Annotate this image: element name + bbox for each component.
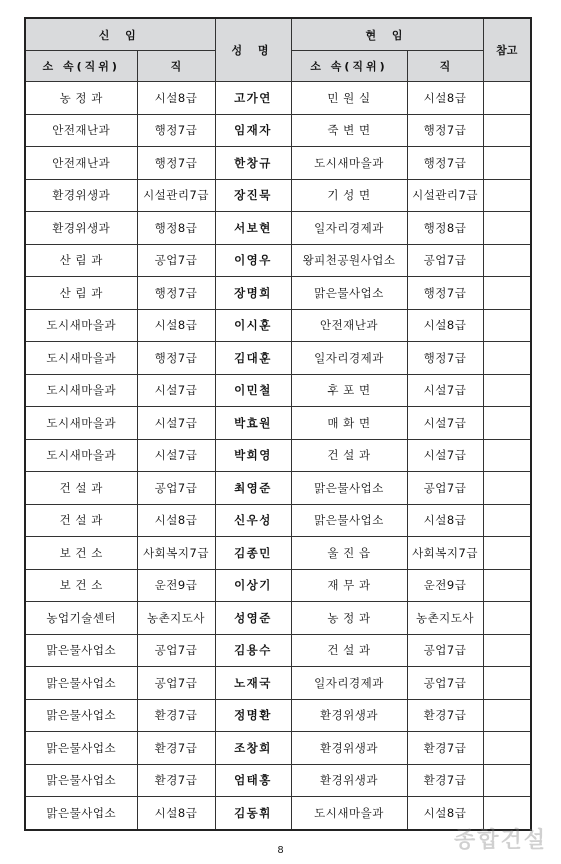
table-row: [25, 764, 531, 797]
person-name-cell: 이시훈: [215, 309, 291, 342]
roster-body: [25, 82, 531, 830]
new-dept-cell: 도시새마을과: [25, 439, 137, 472]
current-dept-cell: 건 설 과: [291, 439, 407, 472]
current-dept-cell: 안전재난과: [291, 309, 407, 342]
current-dept-cell: 민 원 실: [291, 82, 407, 115]
current-grade-cell: 시설8급: [407, 504, 483, 537]
note-cell: [483, 244, 531, 277]
table-row: [25, 667, 531, 700]
current-grade-cell: 시설7급: [407, 407, 483, 440]
note-cell: [483, 764, 531, 797]
note-cell: [483, 472, 531, 505]
new-grade-header: 직: [137, 51, 215, 82]
person-name-cell: 김대훈: [215, 342, 291, 375]
new-dept-cell: 환경위생과: [25, 179, 137, 212]
new-dept-cell: 맑은물사업소: [25, 732, 137, 765]
new-dept-cell: 산 림 과: [25, 277, 137, 310]
current-grade-cell: 행정7급: [407, 114, 483, 147]
new-dept-cell: 안전재난과: [25, 114, 137, 147]
current-dept-cell: 농 정 과: [291, 602, 407, 635]
new-dept-cell: 맑은물사업소: [25, 797, 137, 830]
new-dept-cell: 환경위생과: [25, 212, 137, 245]
table-row: [25, 179, 531, 212]
table-row: [25, 212, 531, 245]
table-row: [25, 309, 531, 342]
current-dept-cell: 왕피천공원사업소: [291, 244, 407, 277]
new-grade-cell: 공업7급: [137, 244, 215, 277]
new-grade-cell: 운전9급: [137, 569, 215, 602]
table-row: [25, 407, 531, 440]
current-grade-cell: 사회복지7급: [407, 537, 483, 570]
note-cell: [483, 82, 531, 115]
current-grade-cell: 시설8급: [407, 309, 483, 342]
person-name-cell: 신우성: [215, 504, 291, 537]
note-cell: [483, 309, 531, 342]
current-grade-cell: 운전9급: [407, 569, 483, 602]
current-dept-cell: 맑은물사업소: [291, 504, 407, 537]
new-dept-cell: 맑은물사업소: [25, 667, 137, 700]
current-dept-cell: 환경위생과: [291, 699, 407, 732]
person-name-cell: 박희영: [215, 439, 291, 472]
note-cell: [483, 569, 531, 602]
current-grade-cell: 행정7급: [407, 277, 483, 310]
current-dept-cell: 죽 변 면: [291, 114, 407, 147]
new-grade-cell: 행정7급: [137, 277, 215, 310]
new-dept-cell: 맑은물사업소: [25, 634, 137, 667]
new-dept-header: 소 속(직위): [25, 51, 137, 82]
table-row: [25, 504, 531, 537]
note-cell: [483, 504, 531, 537]
current-dept-cell: 매 화 면: [291, 407, 407, 440]
note-cell: [483, 537, 531, 570]
new-grade-cell: 공업7급: [137, 667, 215, 700]
person-name-cell: 임재자: [215, 114, 291, 147]
current-grade-cell: 공업7급: [407, 244, 483, 277]
new-dept-cell: 도시새마을과: [25, 407, 137, 440]
new-grade-cell: 행정7급: [137, 114, 215, 147]
person-name-cell: 이상기: [215, 569, 291, 602]
person-name-cell: 이민철: [215, 374, 291, 407]
new-grade-cell: 환경7급: [137, 699, 215, 732]
new-grade-cell: 행정7급: [137, 342, 215, 375]
current-grade-cell: 시설7급: [407, 374, 483, 407]
person-name-cell: 엄태홍: [215, 764, 291, 797]
new-dept-cell: 맑은물사업소: [25, 764, 137, 797]
current-grade-header: 직: [407, 51, 483, 82]
current-grade-cell: 공업7급: [407, 634, 483, 667]
new-grade-cell: 행정7급: [137, 147, 215, 180]
current-grade-cell: 시설8급: [407, 797, 483, 830]
current-dept-cell: 일자리경제과: [291, 212, 407, 245]
new-grade-cell: 시설7급: [137, 374, 215, 407]
new-dept-cell: 농 정 과: [25, 82, 137, 115]
note-cell: [483, 342, 531, 375]
person-name-cell: 김용수: [215, 634, 291, 667]
current-grade-cell: 행정7급: [407, 147, 483, 180]
person-name-cell: 박효원: [215, 407, 291, 440]
table-row: [25, 147, 531, 180]
current-grade-cell: 시설8급: [407, 82, 483, 115]
note-cell: [483, 732, 531, 765]
new-dept-cell: 보 건 소: [25, 569, 137, 602]
table-row: [25, 114, 531, 147]
new-grade-cell: 시설8급: [137, 82, 215, 115]
note-cell: [483, 602, 531, 635]
current-grade-cell: 행정7급: [407, 342, 483, 375]
person-name-cell: 정명환: [215, 699, 291, 732]
current-dept-header: 소 속(직위): [291, 51, 407, 82]
new-grade-cell: 시설8급: [137, 504, 215, 537]
note-cell: [483, 439, 531, 472]
new-grade-cell: 농촌지도사: [137, 602, 215, 635]
watermark-logo: [454, 823, 547, 854]
table-row: [25, 472, 531, 505]
table-row: [25, 244, 531, 277]
new-dept-cell: 농업기술센터: [25, 602, 137, 635]
current-dept-cell: 건 설 과: [291, 634, 407, 667]
current-grade-cell: 공업7급: [407, 472, 483, 505]
page-number: 8: [277, 845, 284, 856]
new-dept-cell: 산 림 과: [25, 244, 137, 277]
table-row: [25, 277, 531, 310]
new-grade-cell: 환경7급: [137, 732, 215, 765]
current-dept-cell: 맑은물사업소: [291, 277, 407, 310]
current-grade-cell: 행정8급: [407, 212, 483, 245]
note-cell: [483, 212, 531, 245]
note-cell: [483, 407, 531, 440]
new-grade-cell: 사회복지7급: [137, 537, 215, 570]
current-dept-cell: 환경위생과: [291, 764, 407, 797]
new-post-header: 신 임: [25, 18, 215, 51]
current-dept-cell: 후 포 면: [291, 374, 407, 407]
note-cell: [483, 667, 531, 700]
new-grade-cell: 시설8급: [137, 309, 215, 342]
table-row: [25, 569, 531, 602]
person-name-cell: 김동휘: [215, 797, 291, 830]
current-grade-cell: 시설관리7급: [407, 179, 483, 212]
table-row: [25, 439, 531, 472]
note-cell: [483, 699, 531, 732]
current-dept-cell: 도시새마을과: [291, 147, 407, 180]
table-row: [25, 602, 531, 635]
new-grade-cell: 시설관리7급: [137, 179, 215, 212]
name-header: 성 명: [215, 18, 291, 82]
person-name-cell: 성영준: [215, 602, 291, 635]
person-name-cell: 김종민: [215, 537, 291, 570]
table-row: [25, 342, 531, 375]
current-dept-cell: 재 무 과: [291, 569, 407, 602]
current-grade-cell: 환경7급: [407, 699, 483, 732]
table-row: [25, 374, 531, 407]
new-grade-cell: 시설8급: [137, 797, 215, 830]
current-grade-cell: 공업7급: [407, 667, 483, 700]
person-name-cell: 장진묵: [215, 179, 291, 212]
person-name-cell: 노재국: [215, 667, 291, 700]
table-row: [25, 732, 531, 765]
table-row: [25, 537, 531, 570]
current-dept-cell: 일자리경제과: [291, 667, 407, 700]
new-grade-cell: 공업7급: [137, 634, 215, 667]
note-cell: [483, 277, 531, 310]
watermark-text: 종합건설: [453, 827, 547, 853]
new-dept-cell: 도시새마을과: [25, 374, 137, 407]
note-cell: [483, 634, 531, 667]
person-name-cell: 이영우: [215, 244, 291, 277]
current-dept-cell: 환경위생과: [291, 732, 407, 765]
current-grade-cell: 시설7급: [407, 439, 483, 472]
new-dept-cell: 보 건 소: [25, 537, 137, 570]
person-name-cell: 고가연: [215, 82, 291, 115]
current-dept-cell: 울 진 읍: [291, 537, 407, 570]
note-cell: [483, 114, 531, 147]
current-grade-cell: 환경7급: [407, 764, 483, 797]
current-dept-cell: 기 성 면: [291, 179, 407, 212]
personnel-table: [24, 17, 532, 831]
current-dept-cell: 맑은물사업소: [291, 472, 407, 505]
person-name-cell: 장명희: [215, 277, 291, 310]
new-grade-cell: 행정8급: [137, 212, 215, 245]
new-grade-cell: 시설7급: [137, 439, 215, 472]
new-grade-cell: 공업7급: [137, 472, 215, 505]
current-grade-cell: 환경7급: [407, 732, 483, 765]
person-name-cell: 최영준: [215, 472, 291, 505]
new-dept-cell: 도시새마을과: [25, 342, 137, 375]
new-dept-cell: 건 설 과: [25, 472, 137, 505]
new-dept-cell: 맑은물사업소: [25, 699, 137, 732]
person-name-cell: 조창희: [215, 732, 291, 765]
note-cell: [483, 147, 531, 180]
person-name-cell: 한창규: [215, 147, 291, 180]
note-header: 참고: [483, 18, 531, 82]
person-name-cell: 서보현: [215, 212, 291, 245]
new-dept-cell: 도시새마을과: [25, 309, 137, 342]
current-post-header: 현 임: [291, 18, 483, 51]
new-dept-cell: 안전재난과: [25, 147, 137, 180]
new-dept-cell: 건 설 과: [25, 504, 137, 537]
current-dept-cell: 도시새마을과: [291, 797, 407, 830]
new-grade-cell: 환경7급: [137, 764, 215, 797]
note-cell: [483, 374, 531, 407]
current-grade-cell: 농촌지도사: [407, 602, 483, 635]
table-row: [25, 82, 531, 115]
table-row: [25, 634, 531, 667]
current-dept-cell: 일자리경제과: [291, 342, 407, 375]
table-row: [25, 699, 531, 732]
new-grade-cell: 시설7급: [137, 407, 215, 440]
note-cell: [483, 179, 531, 212]
